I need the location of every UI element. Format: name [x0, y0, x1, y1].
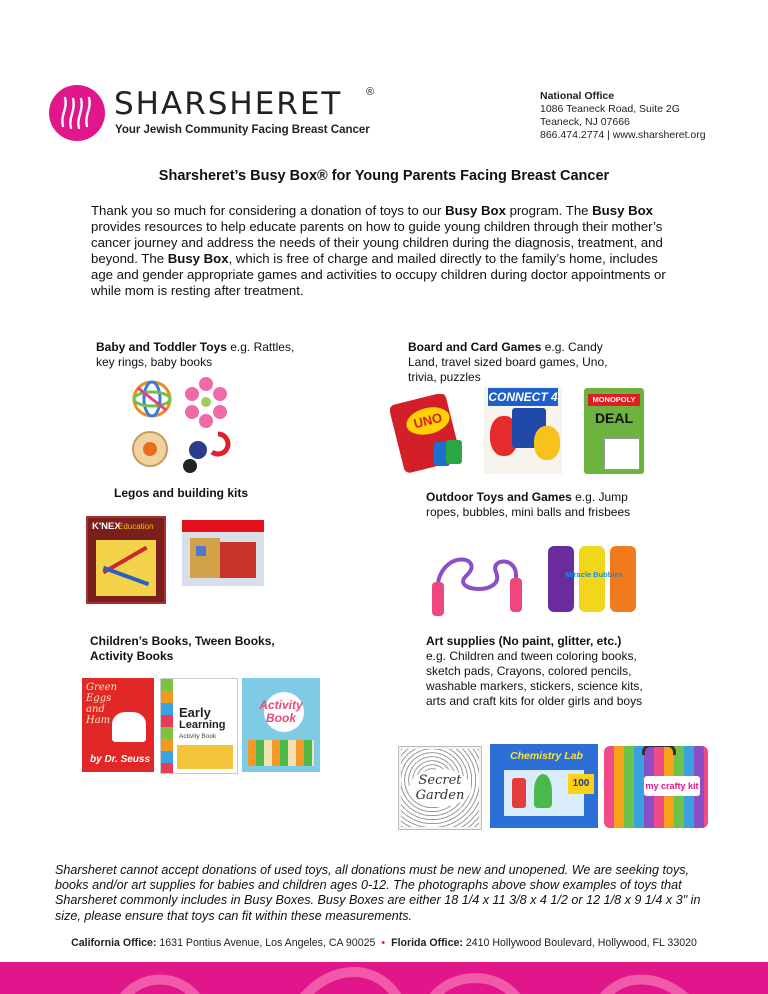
- deal-label: DEAL: [594, 410, 634, 426]
- separator-dot: •: [381, 937, 386, 949]
- category-outdoor: [426, 490, 644, 520]
- green-eggs-book-image: [82, 678, 154, 772]
- bubbles-label: Miracle Bubbles: [565, 570, 623, 579]
- category-heading: Legos and building kits: [114, 486, 249, 500]
- knex-logo: K'NEX: [92, 521, 121, 532]
- knex-subtitle: Education: [118, 522, 154, 531]
- category-legos: [114, 486, 248, 501]
- category-description: e.g. Candy Land, travel sized board games, Uno, trivia, puzzles: [408, 340, 608, 384]
- category-heading: Outdoor Toys and Games: [426, 490, 572, 504]
- category-heading: Baby and Toddler Toys: [96, 340, 227, 354]
- intro-text-4: , which is free of charge and mailed directly to the family’s home, includes age and gender appropriate games and activities to occupy children during doctor appointments or while mom is resting after treatment.: [91, 251, 666, 299]
- office-line-1: 1086 Teaneck Road, Suite 2G: [540, 103, 680, 115]
- dr-seuss-label: by Dr. Seuss: [90, 754, 151, 765]
- category-heading: Art supplies (No paint, glitter, etc.): [426, 634, 622, 648]
- connect-4-image: [484, 386, 562, 474]
- jump-rope-image: [426, 552, 536, 622]
- office-title: National Office: [540, 90, 615, 102]
- category-description: e.g. Jump ropes, bubbles, mini balls and frisbees: [426, 490, 631, 519]
- activity-title: Activity: [259, 698, 303, 712]
- knex-kit-image: [86, 516, 166, 604]
- office-line-2: Teaneck, NJ 07666: [540, 116, 630, 128]
- intro-text-3: provides resources to help educate parents on how to guide young children through their mother’s cancer journey and address the needs of their young children during the diagnosis, treatment, and beyond. The: [91, 219, 663, 267]
- monopoly-deal-image: [584, 388, 644, 474]
- category-heading: Board and Card Games: [408, 340, 542, 354]
- uno-logo: UNO: [404, 403, 453, 439]
- document-title: Sharsheret’s Busy Box® for Young Parents Facing Breast Cancer: [158, 168, 610, 184]
- category-board-card-games: [408, 340, 630, 385]
- busy-box-term: Busy Box: [167, 251, 229, 267]
- uno-cards-image: [390, 394, 472, 474]
- california-office-address: 1631 Pontius Avenue, Los Angeles, CA 90025: [156, 937, 376, 949]
- early-learning-book-image: [160, 678, 238, 774]
- activity-book-subtitle: Activity Book: [179, 733, 217, 740]
- intro-text-1: Thank you so much for considering a donation of toys to our: [91, 203, 446, 218]
- florida-office-label: Florida Office:: [391, 937, 463, 949]
- busy-box-term: Busy Box: [592, 203, 653, 218]
- florida-office-address: 2410 Hollywood Boulevard, Hollywood, FL 33020: [462, 937, 697, 949]
- green-eggs-title: Green Eggs and Ham: [86, 682, 118, 726]
- registered-mark: ®: [366, 86, 375, 98]
- national-office-address: [540, 90, 706, 142]
- chem-badge: 100: [568, 774, 594, 794]
- brand-tagline: Your Jewish Community Facing Breast Cancer: [115, 124, 370, 136]
- chem-title: Chemistry Lab: [510, 750, 583, 762]
- brand-name: SHARSHERET: [114, 86, 343, 122]
- office-line-3: 866.474.2774 | www.sharsheret.org: [540, 129, 706, 141]
- baby-toys-image: [128, 374, 238, 474]
- donation-notice: Sharsheret cannot accept donations of used toys, all donations must be new and unopened. We are seeking toys, books and/or art supplies for babies and children ages 0-12. The photographs above show examples of toys that Sharsheret commonly includes in Busy Boxes. Busy Boxes are either 18 1/4 x 11 3/8 x 4 1/2 or 12 1/8 x 9 1/4 x 3" in size, please ensure that toys can fit within these measurements.: [55, 863, 701, 923]
- intro-paragraph: [91, 203, 681, 300]
- category-art-supplies: [426, 634, 644, 709]
- learning-title: Learning: [179, 719, 226, 731]
- crafty-kit-image: [604, 746, 708, 828]
- bubbles-image: [546, 544, 642, 614]
- category-description: e.g. Children and tween coloring books, sketch pads, Crayons, colored pencils, washable markers, stickers, science kits, arts and craft kits for older girls and boys: [426, 649, 643, 708]
- secret-garden-book-image: [398, 746, 482, 830]
- monopoly-logo: MONOPOLY: [588, 394, 640, 406]
- activity-book-image: [242, 678, 320, 772]
- category-books: [90, 634, 300, 664]
- chemistry-lab-image: [490, 744, 598, 828]
- busy-box-term: Busy Box: [445, 203, 506, 218]
- category-description: e.g. Rattles, key rings, baby books: [96, 340, 295, 369]
- crafty-label: my crafty kit: [644, 776, 700, 796]
- california-office-label: California Office:: [71, 937, 157, 949]
- garden-title: Garden: [415, 788, 465, 803]
- early-title: Early: [179, 705, 211, 720]
- intro-text-2: program. The: [505, 203, 593, 218]
- book-title: Book: [266, 711, 296, 725]
- category-baby-toddler: [96, 340, 314, 370]
- connect-4-logo: CONNECT 4: [488, 390, 558, 404]
- lego-box-image: [182, 520, 264, 586]
- secret-title: Secret: [418, 773, 462, 788]
- sharsheret-logo: [48, 84, 106, 142]
- category-heading: Children’s Books, Tween Books, Activity Books: [90, 634, 275, 663]
- footer-offices: [0, 937, 768, 949]
- footer-decorative-band: [0, 962, 768, 994]
